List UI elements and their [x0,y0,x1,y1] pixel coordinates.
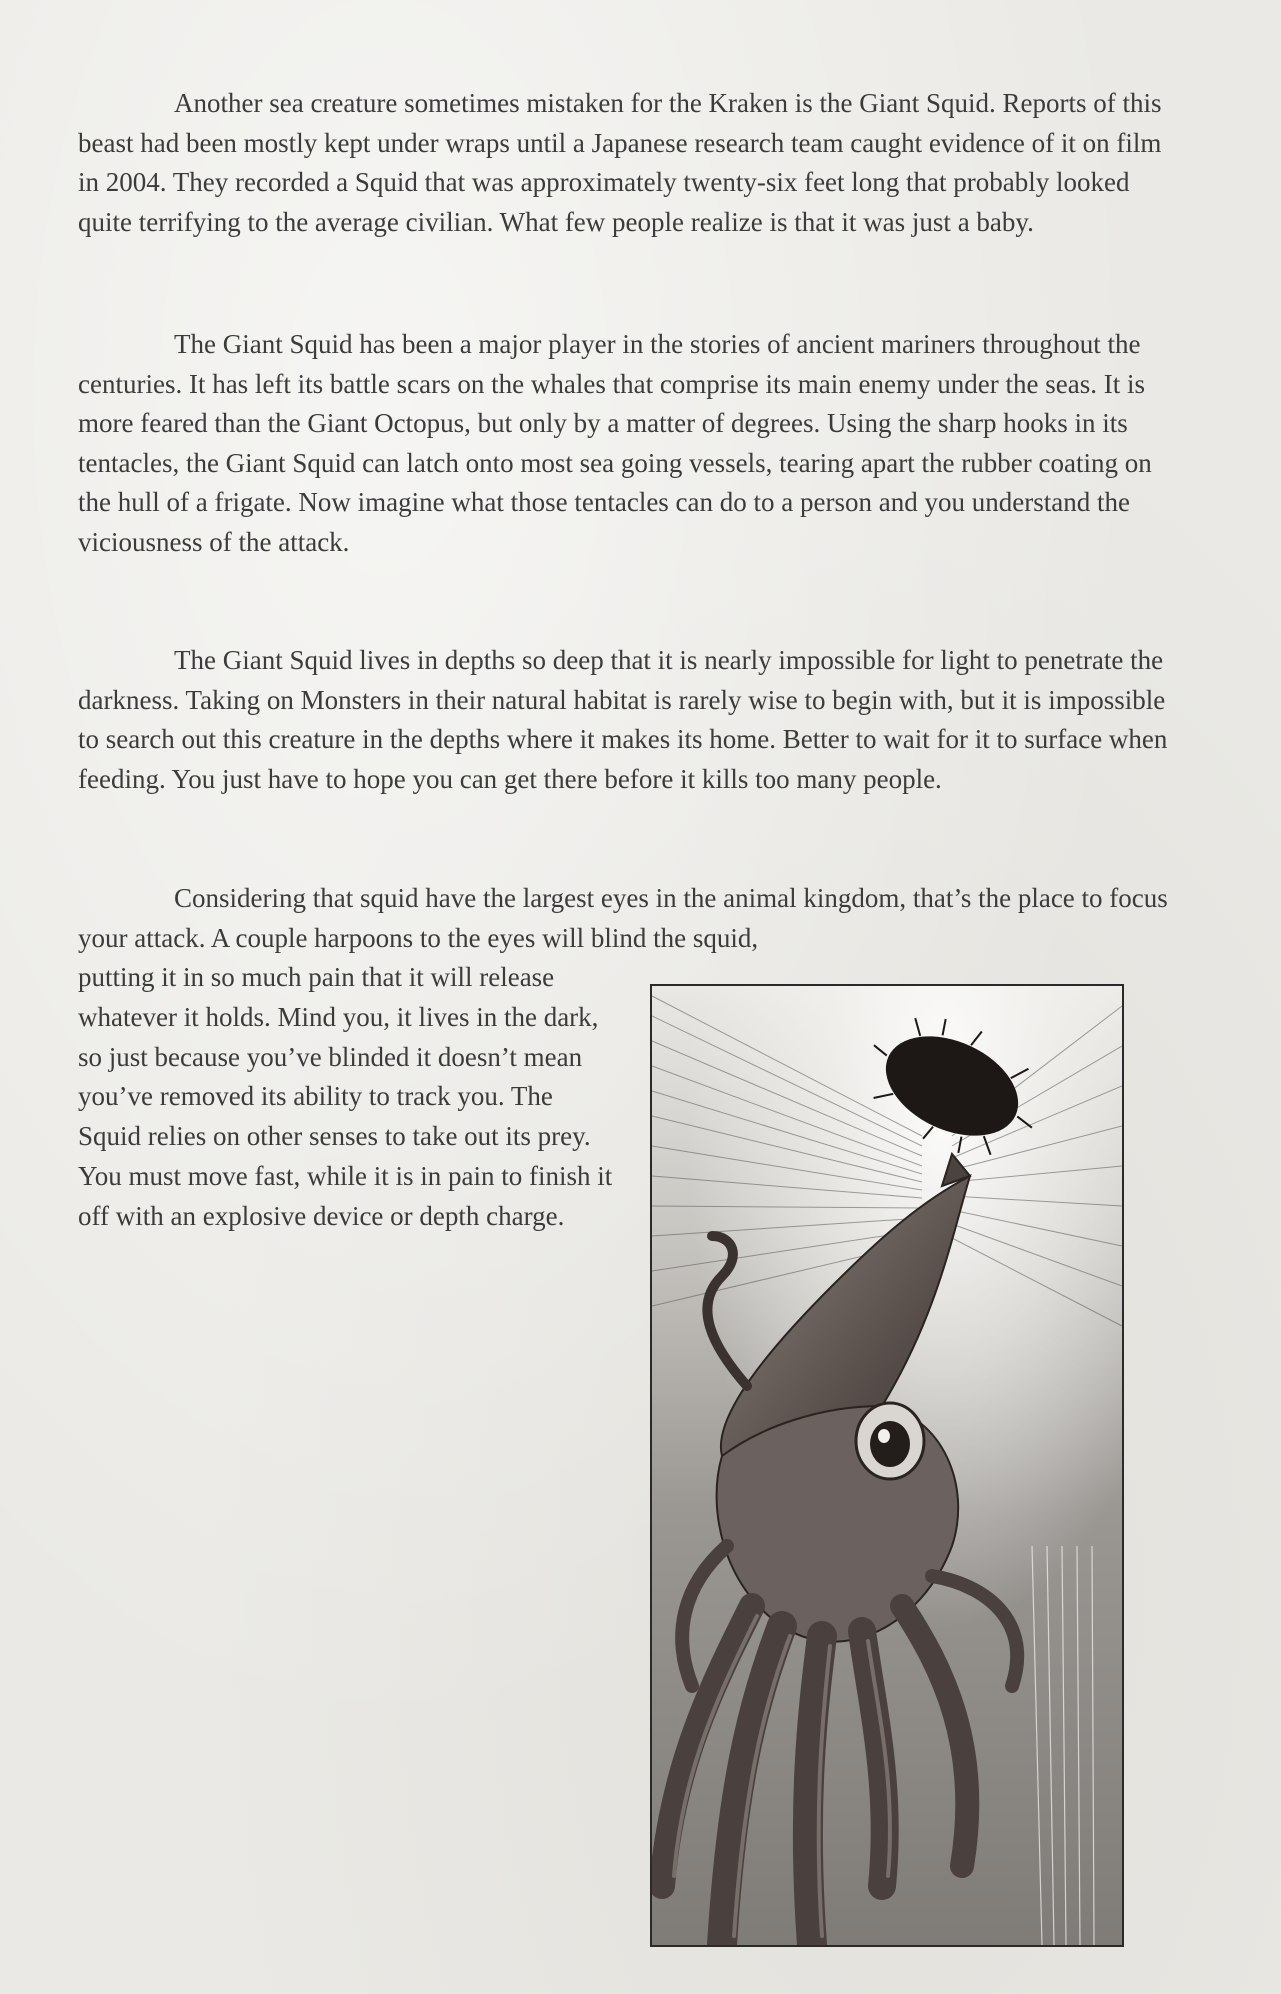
paragraph-3: The Giant Squid lives in depths so deep that it is nearly impossible for light to penetrate the darkness. Taking on Monsters in their natural habitat is rarely wise to begin with, but it is impossible to search out this creature in the depths where it makes its home. Better to wait for it to surface when feeding. You just have to hope you can get there before it kills too many people. [78,645,1168,794]
paragraph-2: The Giant Squid has been a major player in the stories of ancient mariners throughout the centuries. It has left its battle scars on the whales that comprise its main enemy under the seas. It is more feared than the Giant Octopus, but only by a matter of degrees. Using the sharp hooks in its tentacles, the Giant Squid can latch onto most sea going vessels, tearing apart the rubber coating on the hull of a frigate. Now imagine what those tentacles can do to a person and you understand the viciousness of the attack. [78,329,1152,557]
giant-squid-illustration [650,984,1124,1947]
paragraph-1: Another sea creature sometimes mistaken for the Kraken is the Giant Squid. Reports of this beast had been mostly kept under wraps until a Japanese research team caught evidence of it on film in 2004. They recorded a Squid that was approximately twenty-six feet long that probably looked quite terrifying to the average civilian. What few people realize is that it was just a baby. [78,88,1162,237]
paragraph-4-continued: putting it in so much pain that it will release whatever it holds. Mind you, it lives in the dark, so just because you’ve blinded it doesn’t mean you’ve removed its ability to track you. The Squid relies on other senses to take out its prey. You must move fast, while it is in pain to finish it off with an explosive device or depth charge. [78,962,613,1231]
squid-eye [856,1403,924,1479]
squid-drawing [652,986,1122,1945]
paragraph-4: Considering that squid have the largest eyes in the animal kingdom, that’s the place to focus your attack. A couple harpoons to the eyes will blind the squid, [78,883,1168,953]
